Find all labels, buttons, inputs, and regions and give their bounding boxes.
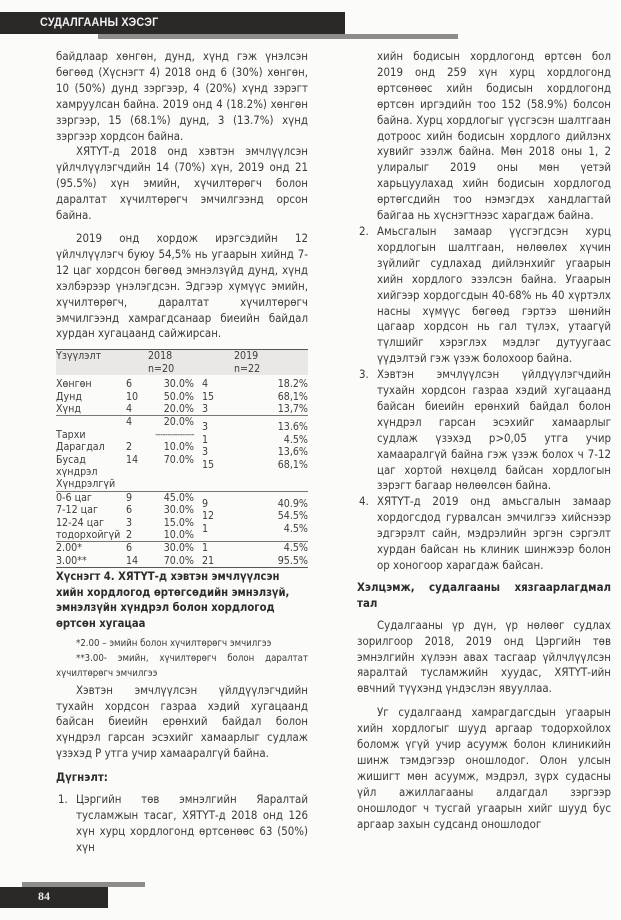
discussion-heading: Хэлцэмж, судалгааны хязгаарлагдмал тал bbox=[357, 579, 611, 610]
conclusion-list bbox=[56, 792, 308, 856]
header-cell: Үзүүлэлт bbox=[56, 350, 126, 375]
header-cell-2019: 2019 n=22 bbox=[194, 350, 308, 375]
list-item: 3. Хэвтэн эмчлүүлсэн үйлдүүлэгчдийн тухайн хордсон газраа хэдий хугацаанд байсан биеийн ерөнхий байдал болон хүндрэл гарсан эсэхийг хамаарлыг судлаж үзэхэд p>0,05 утга учир хамааралгүй байна гэж үзэж болох ч 7-12 цаг хортой нөхцөлд байсан хордлогын зэрэгт багаар нөлөөлсөн байна. bbox=[359, 367, 611, 493]
conclusion-list-continued bbox=[357, 224, 611, 574]
list-item: 4. ХЯТҮТ-д 2019 онд амьсгалын замаар хордогсдод гурвалсан эмчилгээ хийснээр эдгэрэлт сайн, мэдрэлийн эргэн сэргэлт хурдан байсан нь клиник шинжээр болон ор хоногоор харагдаж байсан. bbox=[359, 494, 611, 572]
paragraph: байдлаар хөнгөн, дунд, хүнд гэж үнэлсэн бөгөөд (Хүснэгт 4) 2018 онд 6 (30%) хөнгөн, 10 (50%) дунд зэргээр, 4 (20%) хүнд зэрэгт хамруулсан байна. 2019 онд 4 (18.2%) хөнгөн зэргээр, 15 (68.1%) дунд, 3 (13.7%) хүнд зэргээр хордсон байна. bbox=[56, 49, 308, 143]
left-column bbox=[56, 49, 308, 856]
list-item: 2. Амьсгалын замаар үүсгэгдсэн хурц хордлогын шалтгаан, нөлөөлөх хүчин зүйлийг судлахад дийлэнхийг угаарын хийн хордлого эзэлсэн байна. Угаарын хийгээр хордогсдын 40-68% нь 40 хүртэлх насны хүмүүс бөгөөд гэртээ шөнийн цагаар хордсон нь гал түлэх, утаагүй түлшийг хэрэглэх мэдлэг дутуугаас үүдэлтэй гэж үзэж болохоор байна. bbox=[359, 223, 611, 366]
list-item-continued: хийн бодисын хордлогонд өртсөн бол 2019 онд 259 хүн хурц хордлогонд өртсөнөөс хийн бодисын хордлогонд өртсөн иргэдийн тоо 152 (58.9%) болсон байна. Хурц хордлогыг үүсгэсэн шалтгаан дотроос хийн бодисын хордлого дийлэнх хувийг эзэлж байна. Мөн 2018 оны 1, 2 улиралыг 2019 оны мөн үетэй харьцуулахад хийн бодисын хордлогод өртөгсдийн тоо нэмэгдэх хандлагтай байгаа нь хүснэгтнээс харагдаж байна. bbox=[377, 49, 611, 223]
list-item: 1. Цэргийн төв эмнэлгийн Яаралтай тусламжын тасаг, ХЯТҮТ-д 2018 онд 126 хүн хурц хордлогонд өртсөнөөс 63 (50%) хүн bbox=[58, 792, 308, 854]
footer-bar bbox=[0, 887, 108, 908]
table-row: Хүнд 4 20.0% 3 13,7% bbox=[56, 402, 308, 415]
table-caption: Хүснэгт 4. ХЯТҮТ-д хэвтэн эмчлүүлсэн хийн хордлогод өртөгсөдийн эмнэлзүй, эмнэлзүйн хүндрэл болон хордлогод өртсөн хугацаа bbox=[56, 570, 290, 630]
paragraph: ХЯТҮТ-д 2018 онд хэвтэн эмчлүүлсэн үйлчлүүлэгчдийн 14 (70%) хүн, 2019 онд 21 (95.5%) хүн эмийн, хүчилтөрөгч болон даралтат хүчилтөрөгч эмчилгээнд орсон байна. bbox=[56, 144, 308, 223]
results-table bbox=[56, 349, 308, 568]
conclusion-heading: Дүгнэлт: bbox=[56, 770, 108, 785]
table-header-row bbox=[56, 350, 308, 375]
table-row-duration: 0-6 цаг 7-12 цаг 12-24 цаг тодорхойгүй 9 6 3 2 45.0% 30.0% 15.0% 10.0% 9 12 1 40.9% 54.5% 4.5% bbox=[56, 491, 308, 541]
paragraph: 2019 онд хордож ирэгсэдийн 12 үйлчлүүлэгч буюу 54,5% нь угаарын хийнд 7-12 цаг хордсон бөгөөд эмнэлзүйд дунд, хүнд хэлбэрээр үнэлэгдсэн. Эдгээр хүмүүс эмийн, хүчилтөрөгч, даралтат хүчилтөрөгч эмчилгээнд хамрагдсанаар биеийн байдал хурдан хугацаанд сайжирсан. bbox=[56, 230, 308, 341]
section-title: СУДАЛГААНЫ ХЭСЭГ bbox=[40, 15, 159, 29]
right-column bbox=[357, 49, 611, 833]
table-row: Хөнгөн 6 30.0% 4 18.2% bbox=[56, 378, 308, 391]
paragraph: Хэвтэн эмчлүүлсэн үйлдүүлэгчдийн тухайн хордсон газраа хэдий хугацаанд байсан биеийн ерөнхий байдал болон хүндрэл гарсан эсэхийг хамаарлыг судлаж үзэхэд Р утга учир хамааралгүй байна. bbox=[56, 682, 308, 761]
table-row: Дунд 10 50.0% 15 68,1% bbox=[56, 390, 308, 403]
table-note: *2.00 – эмийн болон хүчилтөрөгч эмчилгээ bbox=[76, 637, 272, 649]
page-number: 84 bbox=[38, 889, 50, 903]
header-cell-2018: 2018 n=20 bbox=[126, 350, 194, 375]
paragraph: Судалгааны үр дүн, үр нөлөөг судлах зорилгоор 2018, 2019 онд Цэргийн төв эмнэлгийн хүлээн авах тасгаар үйлчлүүлсэн яаралтай тусламжийн хуудас, ХЯТҮТ-ийн өвчний түүхэнд үндэслэн явууллаа. bbox=[357, 617, 611, 696]
table-row: 2.00* 6 30.0% 1 4.5% bbox=[56, 542, 308, 555]
table-note: **3.00- эмийн, хүчилтөрөгч болон даралтат хүчилтөрөгч эмчилгээ bbox=[56, 652, 308, 679]
table-row-complications: Тархи Дарагдал Бусад хүндрэл Хүндрэлгүй 4 2 14 20.0% ---------------- 10.0% 70.0% 3 1 3 15 13.6% 4.5% 13,6% 68,1% bbox=[56, 416, 308, 491]
table-row: 3.00** 14 70.0% 21 95.5% bbox=[56, 554, 308, 567]
header-accent-bar bbox=[98, 34, 458, 39]
paragraph: Уг судалгаанд хамрагдагсдын угаарын хийн хордлогыг шууд аргаар тодорхойлох боломж үгүй учир асуумж болон клиникийн шинж тэмдэгээр оношлодог. Олон улсын жишигт мөн асуумж, мэдрэл, зүрх судасны үйл ажиллагааны алдагдал зэргээр оношлодог ч тусгай угаарын хийг шууд бус аргаар захын судсанд оношлодог bbox=[357, 705, 611, 831]
